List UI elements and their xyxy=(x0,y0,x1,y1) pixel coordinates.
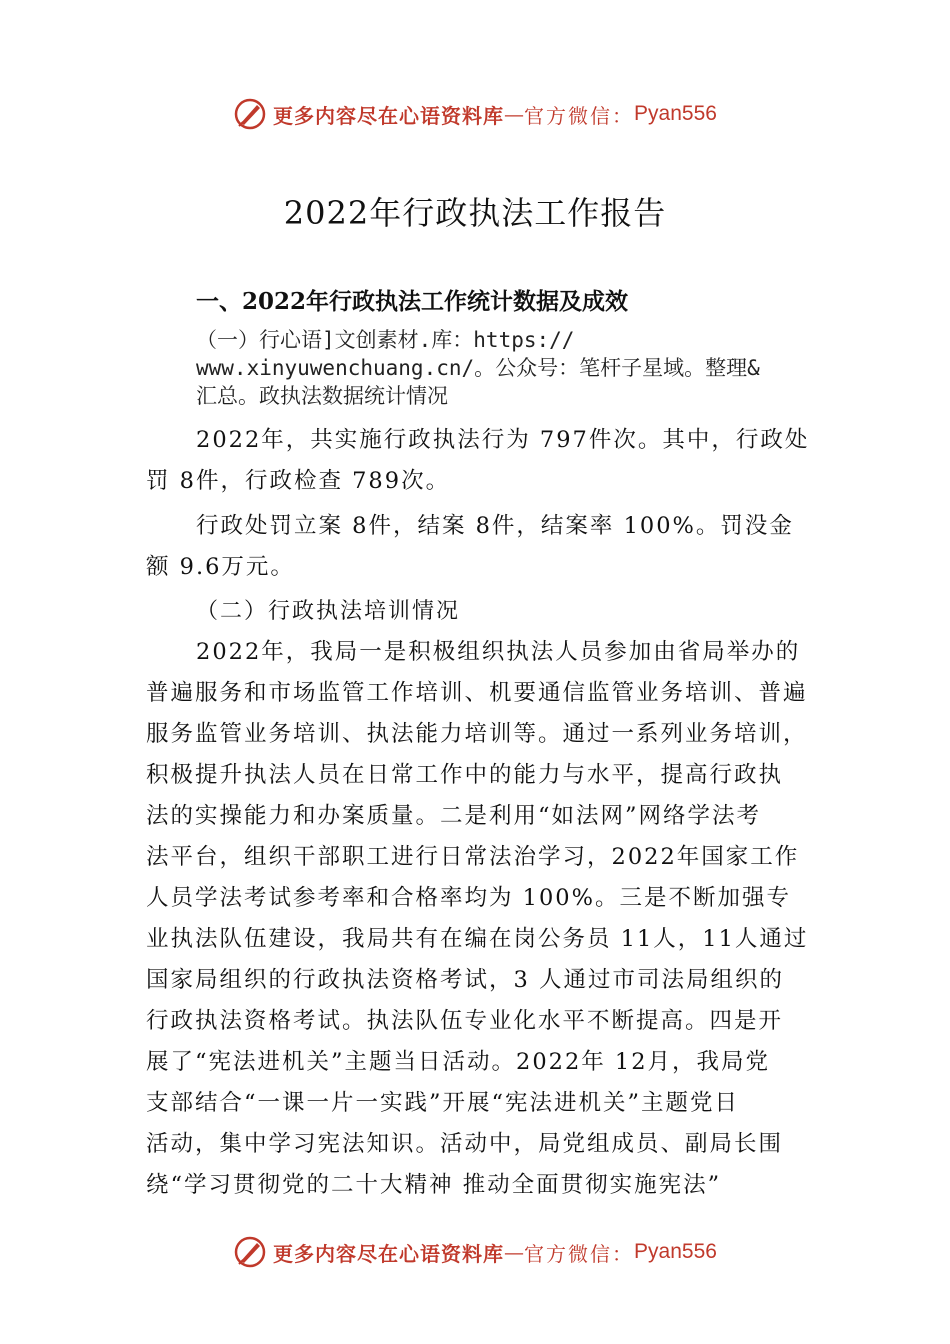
banner-dash: — xyxy=(504,102,525,126)
paragraph-line: 行政处罚立案 8件，结案 8件，结案率 100%。罚没金 xyxy=(196,513,794,539)
paragraph-line: 人员学法考试参考率和合格率均为 100%。三是不断加强专 xyxy=(146,885,791,911)
quill-pen-logo-icon xyxy=(233,97,267,131)
paragraph-penalty-stats xyxy=(146,506,818,588)
paragraph-line: 行政执法资格考试。执法队伍专业化水平不断提高。四是开 xyxy=(146,1008,784,1034)
banner-wechat-id: Pyan556 xyxy=(634,102,717,125)
paragraph-line: 展了“宪法进机关”主题当日活动。2022年 12月，我局党 xyxy=(146,1049,771,1075)
header-banner xyxy=(0,94,950,134)
paragraph-line: 2022年，我局一是积极组织执法人员参加由省局举办的 xyxy=(196,639,801,665)
paragraph-enforcement-stats xyxy=(146,420,818,502)
paragraph-line: 罚 8件，行政检查 789次。 xyxy=(146,468,451,494)
banner-wechat-label: 官方微信： xyxy=(524,103,635,128)
document-title: 2022年行政执法工作报告 xyxy=(283,194,667,232)
banner-text: 更多内容尽在心语资料库 xyxy=(273,1241,505,1266)
quill-pen-logo-icon xyxy=(233,1235,267,1269)
source-note xyxy=(196,326,836,410)
paragraph-line: 额 9.6万元。 xyxy=(146,554,295,580)
subheading-training: （二）行政执法培训情况 xyxy=(196,599,461,624)
banner-wechat-id: Pyan556 xyxy=(634,1240,717,1263)
paragraph-line: 绕“学习贯彻党的二十大精神 推动全面贯彻实施宪法” xyxy=(146,1172,722,1198)
note-line: 汇总。政执法数据统计情况 xyxy=(196,384,448,408)
paragraph-line: 2022年，共实施行政执法行为 797件次。其中，行政处 xyxy=(196,427,810,453)
footer-banner xyxy=(0,1232,950,1272)
section-heading: 一、2022年行政执法工作统计数据及成效 xyxy=(196,288,629,315)
paragraph-line: 积极提升执法人员在日常工作中的能力与水平，提高行政执 xyxy=(146,762,784,788)
paragraph-line: 国家局组织的行政执法资格考试，3 人通过市司法局组织的 xyxy=(146,967,784,993)
paragraph-line: 支部结合“一课一片一实践”开展“宪法进机关”主题党日 xyxy=(146,1090,740,1116)
paragraph-line: 普遍服务和市场监管工作培训、机要通信监管业务培训、普遍 xyxy=(146,680,808,706)
paragraph-line: 法的实操能力和办案质量。二是利用“如法网”网络学法考 xyxy=(146,803,762,829)
paragraph-line: 业执法队伍建设，我局共有在编在岗公务员 11人，11人通过 xyxy=(146,926,809,952)
banner-text: 更多内容尽在心语资料库 xyxy=(273,103,505,128)
paragraph-line: 服务监管业务培训、执法能力培训等。通过一系列业务培训， xyxy=(146,721,808,747)
note-line: （一）行心语]文创素材.库：https:// xyxy=(196,328,575,352)
paragraph-line: 活动，集中学习宪法知识。活动中，局党组成员、副局长围 xyxy=(146,1131,784,1157)
banner-dash: — xyxy=(504,1240,525,1264)
banner-wechat-label: 官方微信： xyxy=(524,1241,635,1266)
paragraph-training xyxy=(146,632,818,1206)
paragraph-line: 法平台，组织干部职工进行日常法治学习，2022年国家工作 xyxy=(146,844,800,870)
note-line: www.xinyuwenchuang.cn/。公众号：笔杆子星域。整理& xyxy=(196,356,760,380)
